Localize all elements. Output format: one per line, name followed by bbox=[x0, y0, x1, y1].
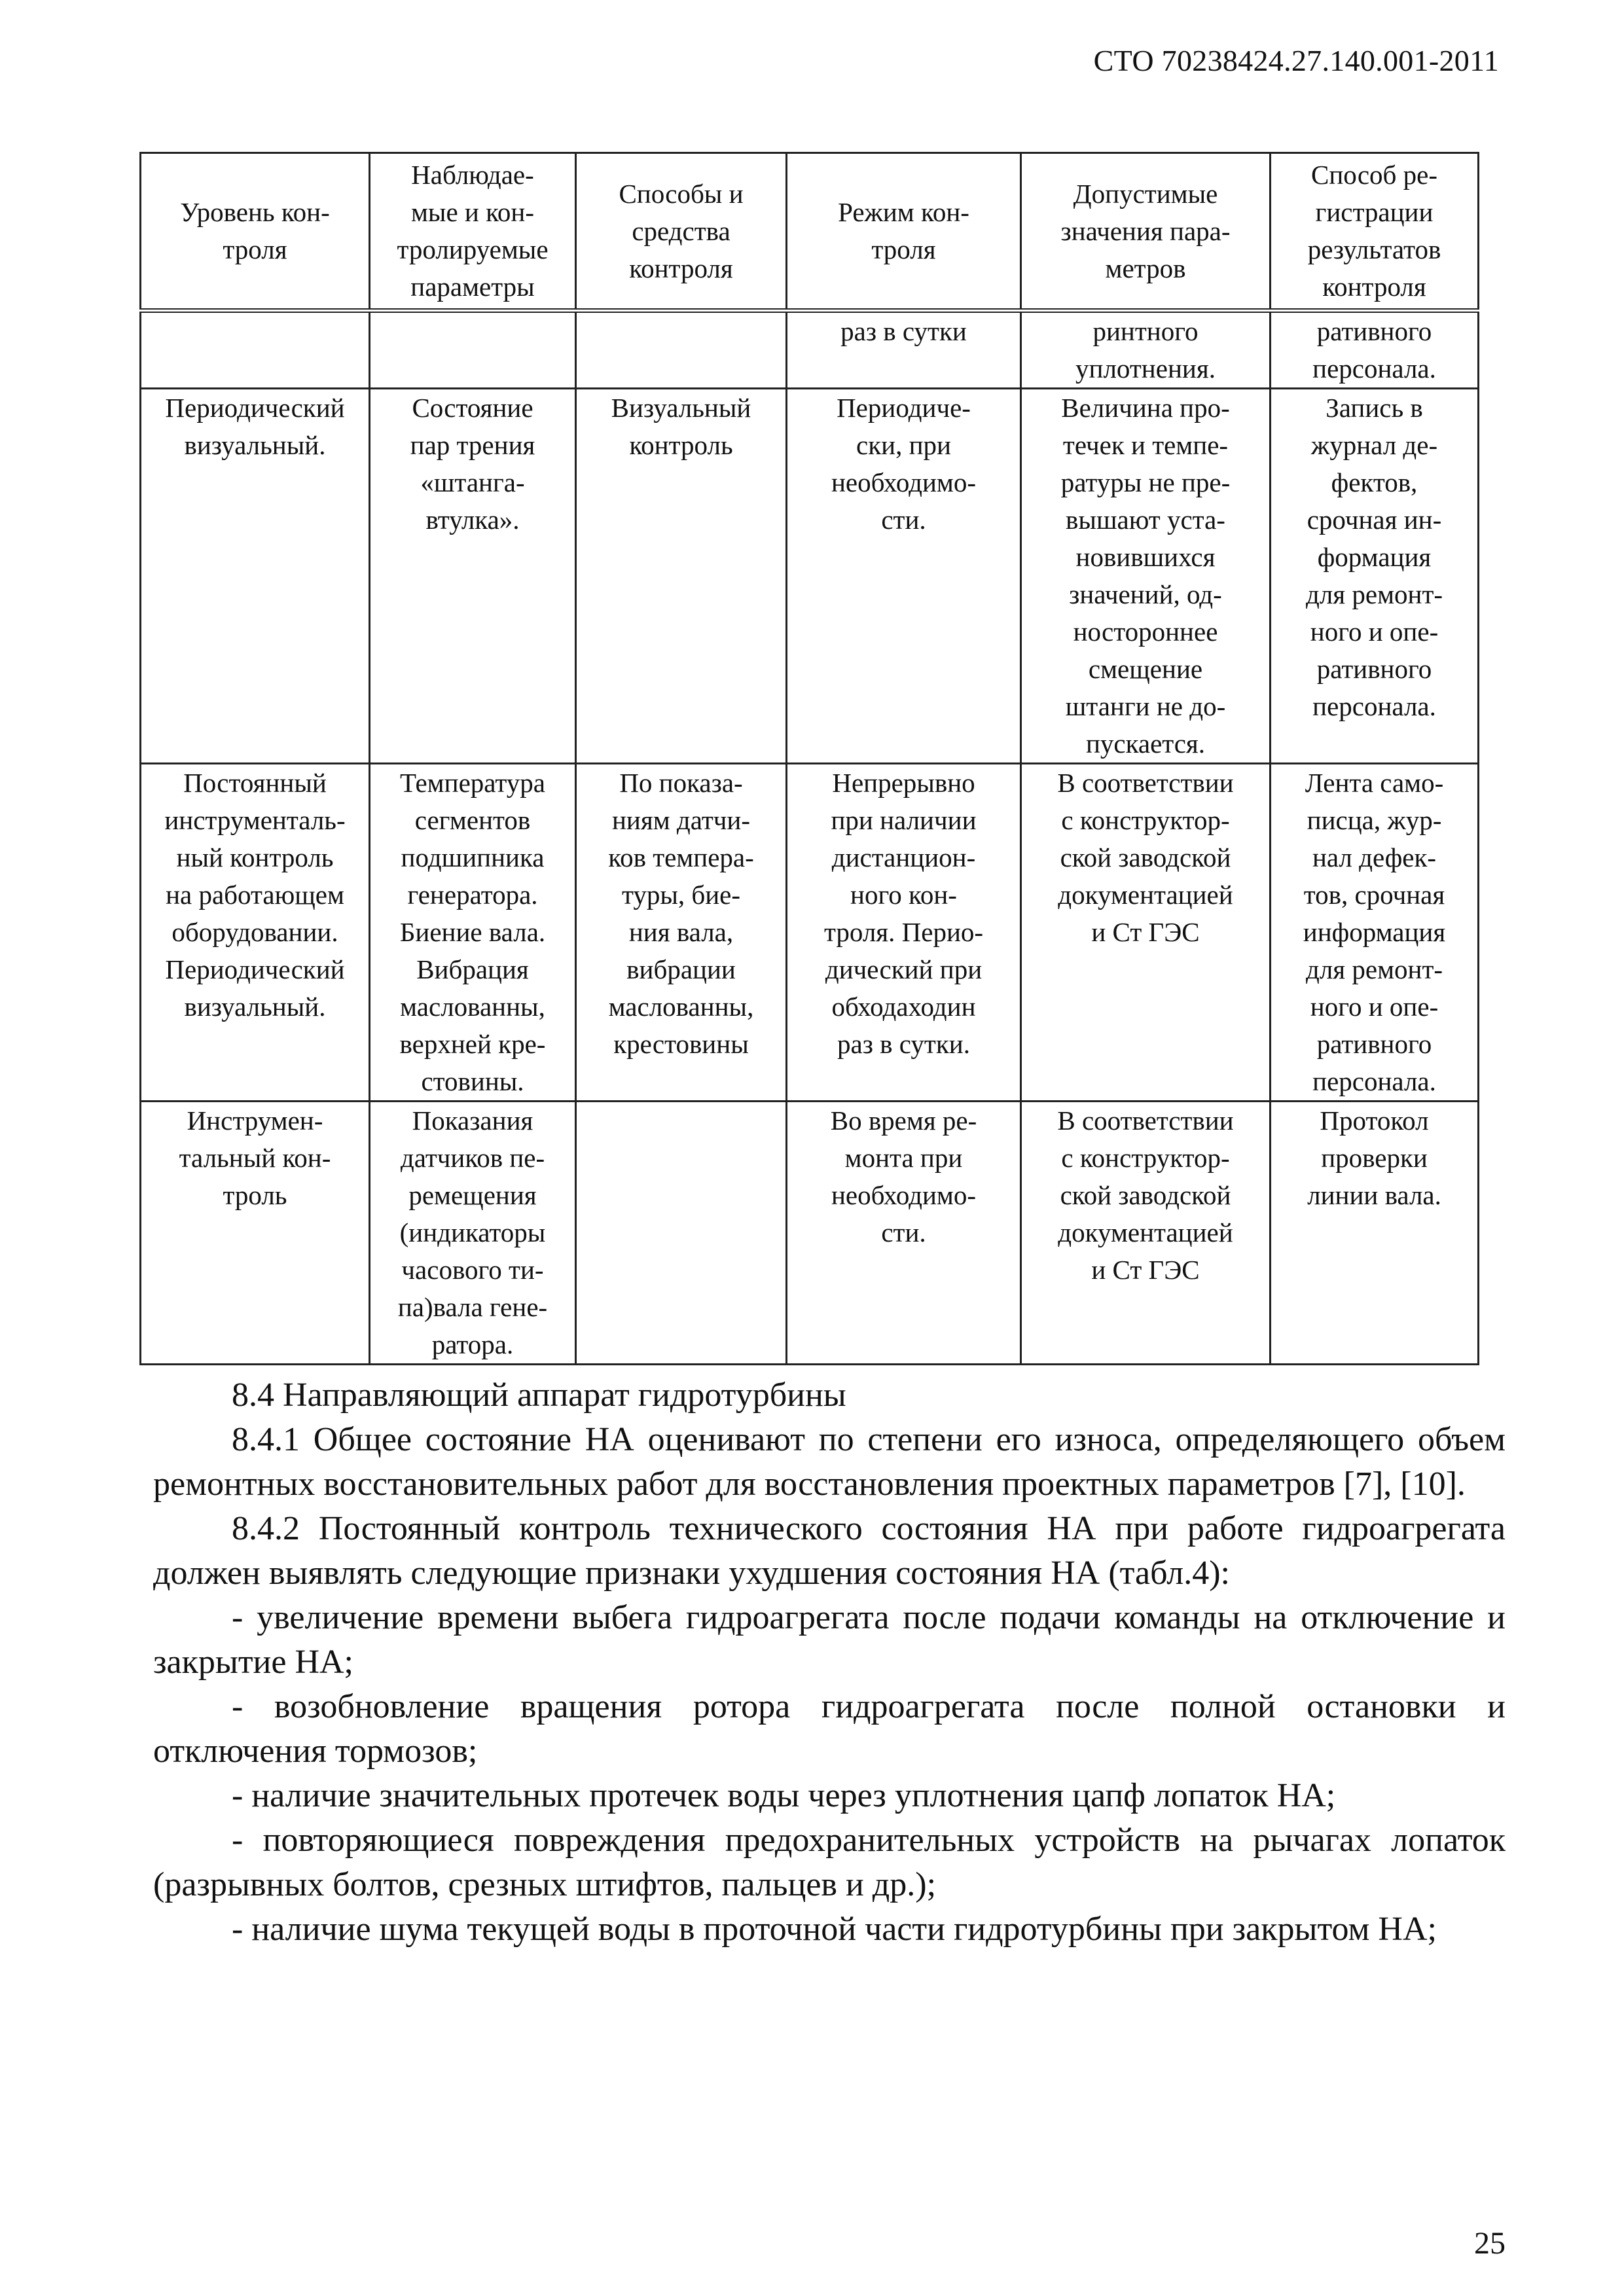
header-registration: Способ ре- гистрации результатов контроля bbox=[1271, 153, 1479, 311]
table-cell: Постоянный инструменталь- ный контроль на работающем оборудовании. Периодический визуальный. bbox=[141, 764, 370, 1102]
table-cell: Состояние пар трения «штанга- втулка». bbox=[370, 389, 576, 764]
table-cell: В соответствии с конструктор- ской заводской документацией и Ст ГЭС bbox=[1021, 1102, 1271, 1365]
table-cell: Температура сегментов подшипника генератора. Биение вала. Вибрация маслованны, верхней кре- стовины. bbox=[370, 764, 576, 1102]
paragraph: 8.4.1 Общее состояние НА оценивают по степени его износа, определяющего объем ремонтных восстановительных работ для восстановления проектных параметров [7], [10]. bbox=[153, 1421, 1506, 1503]
table-row bbox=[141, 311, 1479, 389]
table-cell: Визуальный контроль bbox=[576, 389, 787, 764]
table-cell: В соответствии с конструктор- ской заводской документацией и Ст ГЭС bbox=[1021, 764, 1271, 1102]
table-cell: Инструмен- тальный кон- троль bbox=[141, 1102, 370, 1365]
header-parameters: Наблюдае- мые и кон- тролируемые параметры bbox=[370, 153, 576, 311]
table-cell: По показа- ниям датчи- ков темпера- туры, бие- ния вала, вибрации маслованны, крестовины bbox=[576, 764, 787, 1102]
header-control-level: Уровень кон- троля bbox=[141, 153, 370, 311]
table-cell: Величина про- течек и темпе- ратуры не пре- вышают уста- новившихся значений, од- ностороннее смещение штанги не до- пускается. bbox=[1021, 389, 1271, 764]
table-cell: Протокол проверки линии вала. bbox=[1271, 1102, 1479, 1365]
table-cell: Во время ре- монта при необходимо- сти. bbox=[787, 1102, 1021, 1365]
table-cell: Непрерывно при наличии дистанцион- ного кон- троля. Перио- дический при обходаходин раз в сутки. bbox=[787, 764, 1021, 1102]
table-row bbox=[141, 764, 1479, 1102]
list-item: - возобновление вращения ротора гидроагрегата после полной остановки и отключения тормозов; bbox=[153, 1688, 1506, 1770]
table-cell bbox=[370, 311, 576, 389]
table-cell bbox=[576, 311, 787, 389]
list-item: - повторяющиеся повреждения предохранительных устройств на рычагах лопаток (разрывных болтов, срезных штифтов, пальцев и др.); bbox=[153, 1821, 1506, 1903]
table-cell: Периодиче- ски, при необходимо- сти. bbox=[787, 389, 1021, 764]
table-cell: Периодический визуальный. bbox=[141, 389, 370, 764]
document-code: СТО 70238424.27.140.001-2011 bbox=[1093, 44, 1499, 77]
section-heading: 8.4 Направляющий аппарат гидротурбины bbox=[232, 1376, 846, 1414]
table-cell bbox=[576, 1102, 787, 1365]
table-cell: Лента само- писца, жур- нал дефек- тов, срочная информация для ремонт- ного и опе- ративного персонала. bbox=[1271, 764, 1479, 1102]
header-methods: Способы и средства контроля bbox=[576, 153, 787, 311]
table-cell: ринтного уплотнения. bbox=[1021, 311, 1271, 389]
list-item: - увеличение времени выбега гидроагрегата после подачи команды на отключение и закрытие НА; bbox=[153, 1599, 1506, 1681]
table-cell: раз в сутки bbox=[787, 311, 1021, 389]
control-table bbox=[139, 152, 1479, 1365]
table-cell: ративного персонала. bbox=[1271, 311, 1479, 389]
body-text bbox=[153, 1373, 1506, 1952]
header-mode: Режим кон- троля bbox=[787, 153, 1021, 311]
table-cell bbox=[141, 311, 370, 389]
table-row bbox=[141, 1102, 1479, 1365]
list-item: - наличие шума текущей воды в проточной части гидротурбины при закрытом НА; bbox=[232, 1910, 1437, 1948]
page-number: 25 bbox=[1474, 2226, 1506, 2261]
paragraph: 8.4.2 Постоянный контроль технического состояния НА при работе гидроагрегата должен выявлять следующие признаки ухудшения состояния НА (табл.4): bbox=[153, 1510, 1506, 1592]
table-row bbox=[141, 389, 1479, 764]
table-header-row bbox=[141, 153, 1479, 311]
list-item: - наличие значительных протечек воды через уплотнения цапф лопаток НА; bbox=[232, 1777, 1336, 1814]
header-allowed-values: Допустимые значения пара- метров bbox=[1021, 153, 1271, 311]
table-cell: Показания датчиков пе- ремещения (индикаторы часового ти- па)вала гене- ратора. bbox=[370, 1102, 576, 1365]
table-cell: Запись в журнал де- фектов, срочная ин- формация для ремонт- ного и опе- ративного персонала. bbox=[1271, 389, 1479, 764]
